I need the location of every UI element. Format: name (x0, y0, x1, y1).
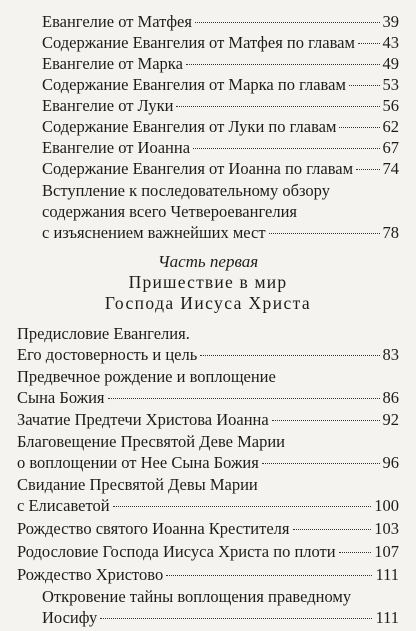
leader-dots (193, 148, 379, 149)
leader-dots (200, 355, 379, 356)
toc-entry-line: Вступление к последовательному обзору (42, 181, 330, 200)
part-title-line1: Пришествие в мир (128, 272, 288, 292)
toc-entry-preface[interactable] (17, 323, 399, 365)
toc-entry-title: с изъяснением важнейших мест (42, 223, 266, 242)
toc-entry-luke-contents[interactable] (42, 116, 399, 137)
leader-dots (186, 64, 380, 65)
toc-page-number: 53 (382, 75, 399, 94)
leader-dots (339, 552, 372, 553)
toc-entry-revelation-joseph[interactable] (42, 586, 399, 628)
leader-dots (262, 463, 380, 464)
toc-entry-matthew[interactable] (42, 11, 399, 32)
toc-entry-title: Рождество Христово (17, 565, 164, 584)
toc-entry-john-contents[interactable] (42, 158, 399, 179)
toc-entry-line: Предисловие Евангелия. (17, 324, 190, 343)
toc-entry-title: Иосифу (42, 608, 98, 627)
toc-page-number: 49 (382, 54, 399, 73)
toc-entry-title: Его достоверность и цель (17, 345, 198, 364)
toc-entry-line: содержания всего Четвероевангелия (42, 202, 297, 221)
toc-entry-line: Откровение тайны воплощения праведному (42, 587, 352, 606)
toc-page-number: 83 (382, 345, 399, 364)
toc-entry-title: Родословие Господа Иисуса Христа по плоти (17, 542, 336, 561)
leader-dots (339, 127, 379, 128)
leader-dots (356, 169, 379, 170)
toc-entry-luke[interactable] (42, 95, 399, 116)
toc-entry-nativity-christ[interactable] (17, 564, 399, 585)
toc-entry-title: Евангелие от Матфея (42, 12, 192, 31)
toc-entry-title: Содержание Евангелия от Иоанна по главам (42, 159, 354, 178)
toc-entry-title: о воплощении от Нее Сына Божия (17, 453, 259, 472)
toc-entry-title: Содержание Евангелия от Марка по главам (42, 75, 346, 94)
toc-entry-title: Сына Божия (17, 388, 105, 407)
toc-page-number: 86 (382, 388, 399, 407)
toc-page-number: 96 (382, 453, 399, 472)
leader-dots (272, 420, 380, 421)
toc-page-number: 62 (382, 117, 399, 136)
toc-entry-title: Рождество святого Иоанна Крестителя (17, 519, 290, 538)
toc-entry-conception-forerunner[interactable] (17, 409, 399, 430)
toc-entry-visitation[interactable] (17, 474, 399, 516)
toc-page-number: 107 (374, 542, 399, 561)
toc-page-number: 74 (382, 159, 399, 178)
toc-entry-line: Благовещение Пресвятой Деве Марии (17, 432, 285, 451)
toc-page-number: 78 (382, 223, 399, 242)
toc-entry-mark[interactable] (42, 53, 399, 74)
toc-entry-genealogy[interactable] (17, 541, 399, 562)
toc-entry-title: Евангелие от Луки (42, 96, 174, 115)
toc-entry-introduction[interactable] (42, 180, 399, 243)
toc-page-number: 100 (374, 496, 399, 515)
toc-entry-annunciation[interactable] (17, 431, 399, 473)
leader-dots (166, 575, 372, 576)
toc-entry-john[interactable] (42, 137, 399, 158)
leader-dots (358, 43, 380, 44)
toc-entry-title: Содержание Евангелия от Матфея по главам (42, 33, 355, 52)
toc-page-number: 111 (375, 608, 399, 627)
leader-dots (195, 22, 380, 23)
toc-entry-title: Содержание Евангелия от Луки по главам (42, 117, 337, 136)
toc-entry-title: с Елисаветой (17, 496, 110, 515)
toc-entry-matthew-contents[interactable] (42, 32, 399, 53)
toc-page-number: 111 (375, 565, 399, 584)
toc-page-number: 56 (382, 96, 399, 115)
part-label: Часть первая (157, 252, 259, 271)
toc-page-number: 103 (374, 519, 399, 538)
toc-page-number: 39 (382, 12, 399, 31)
toc-entry-line: Предвечное рождение и воплощение (17, 367, 276, 386)
toc-entry-line: Свидание Пресвятой Девы Марии (17, 475, 258, 494)
leader-dots (269, 233, 380, 234)
leader-dots (108, 398, 380, 399)
toc-page-number: 92 (382, 410, 399, 429)
toc-entry-title: Зачатие Предтечи Христова Иоанна (17, 410, 269, 429)
toc-entry-mark-contents[interactable] (42, 74, 399, 95)
leader-dots (293, 529, 372, 530)
leader-dots (176, 106, 379, 107)
leader-dots (100, 618, 372, 619)
toc-entry-nativity-john[interactable] (17, 518, 399, 539)
part-title-line2: Господа Иисуса Христа (104, 293, 312, 313)
leader-dots (349, 85, 380, 86)
toc-entry-title: Евангелие от Иоанна (42, 138, 191, 157)
toc-page-number: 43 (382, 33, 399, 52)
toc-entry-title: Евангелие от Марка (42, 54, 183, 73)
toc-entry-eternal-birth[interactable] (17, 366, 399, 408)
toc-page-number: 67 (382, 138, 399, 157)
leader-dots (113, 506, 372, 507)
